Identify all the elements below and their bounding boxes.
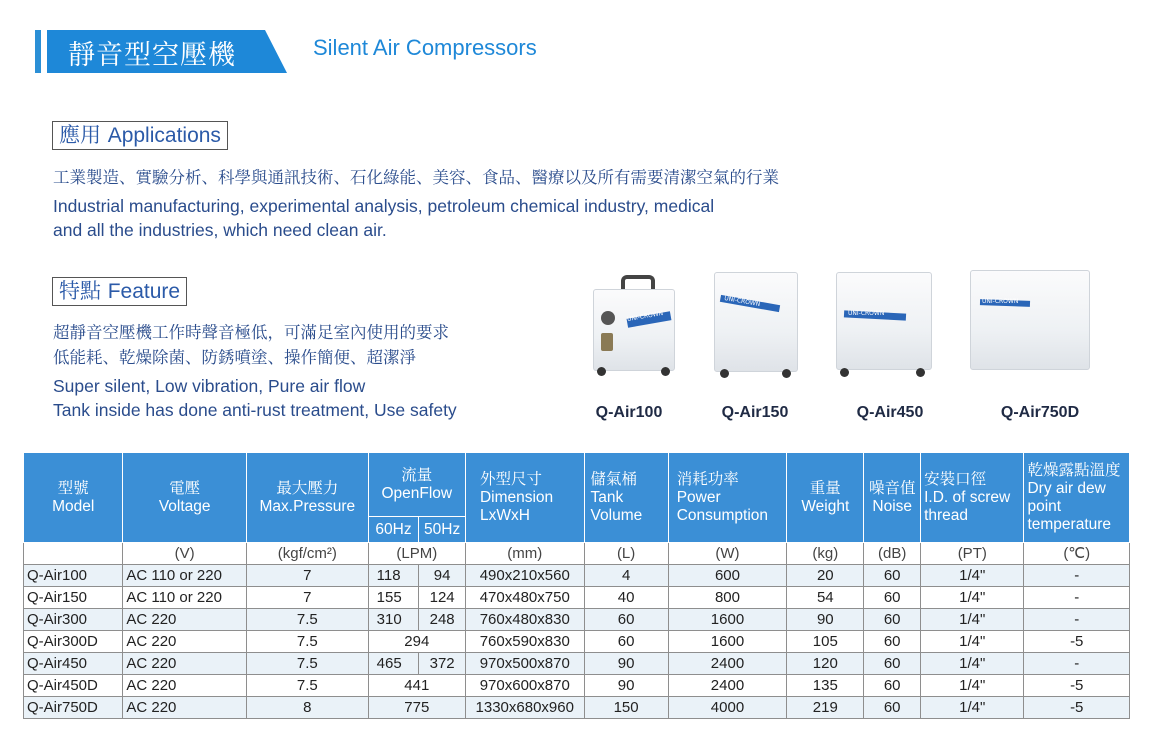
header-screw-zh: 安裝口徑 xyxy=(924,470,987,488)
header-noise-en: Noise xyxy=(872,497,913,515)
cell-weight: 120 xyxy=(787,653,864,675)
cell-flow-60hz: 118 xyxy=(368,565,419,587)
feature-heading-en: Feature xyxy=(107,280,181,303)
cell-voltage: AC 220 xyxy=(123,631,247,653)
cell-noise: 60 xyxy=(864,565,921,587)
header-flow-60hz: 60Hz xyxy=(368,517,419,543)
header-power xyxy=(668,453,787,543)
cell-power: 2400 xyxy=(668,675,787,697)
applications-text-en-1: Industrial manufacturing, experimental analysis, petroleum chemical industry, medical xyxy=(53,196,715,216)
header-pressure-zh: 最大壓力 xyxy=(276,479,339,497)
cell-flow-60hz: 465 xyxy=(368,653,419,675)
cell-dimension: 970x500x870 xyxy=(465,653,584,675)
cell-dew: - xyxy=(1024,653,1130,675)
cell-tank: 4 xyxy=(584,565,668,587)
header-noise xyxy=(864,453,921,543)
cell-noise: 60 xyxy=(864,697,921,719)
table-row xyxy=(24,675,1130,697)
cell-voltage: AC 110 or 220 xyxy=(123,587,247,609)
title-accent-bar xyxy=(35,30,41,73)
header-tank-en-1: Tank xyxy=(590,488,624,506)
brand-label: UNI-CROWN xyxy=(723,294,761,309)
unit-pressure: (kgf/cm²) xyxy=(247,543,369,565)
product-image-q-air100 xyxy=(593,275,675,377)
table-row xyxy=(24,631,1130,653)
unit-screw: (PT) xyxy=(921,543,1024,565)
cell-voltage: AC 110 or 220 xyxy=(123,565,247,587)
header-screw-en-2: thread xyxy=(924,506,969,524)
cell-weight: 20 xyxy=(787,565,864,587)
cell-noise: 60 xyxy=(864,675,921,697)
cell-model: Q-Air450D xyxy=(24,675,123,697)
page-title-zh: 靜音型空壓機 xyxy=(68,40,236,71)
cell-screw: 1/4" xyxy=(921,609,1024,631)
header-dew-en-3: temperature xyxy=(1027,515,1112,533)
feature-heading xyxy=(52,277,187,306)
cell-model: Q-Air100 xyxy=(24,565,123,587)
cell-screw: 1/4" xyxy=(921,631,1024,653)
cell-model: Q-Air300D xyxy=(24,631,123,653)
header-dew-zh: 乾燥露點溫度 xyxy=(1027,461,1121,479)
cell-screw: 1/4" xyxy=(921,565,1024,587)
header-screw xyxy=(921,453,1024,543)
product-image-q-air450 xyxy=(836,272,932,380)
table-row xyxy=(24,587,1130,609)
cell-weight: 105 xyxy=(787,631,864,653)
cell-power: 4000 xyxy=(668,697,787,719)
cell-weight: 54 xyxy=(787,587,864,609)
cell-pressure: 7 xyxy=(247,565,369,587)
cell-model: Q-Air300 xyxy=(24,609,123,631)
cell-tank: 90 xyxy=(584,653,668,675)
page-title-en: Silent Air Compressors xyxy=(313,35,537,60)
cell-pressure: 7.5 xyxy=(247,631,369,653)
cell-dew: -5 xyxy=(1024,697,1130,719)
header-tank-zh: 儲氣桶 xyxy=(590,470,638,488)
cell-noise: 60 xyxy=(864,631,921,653)
cell-power: 2400 xyxy=(668,653,787,675)
header-model-zh: 型號 xyxy=(57,479,89,497)
cell-dimension: 970x600x870 xyxy=(465,675,584,697)
cell-flow-50hz: 372 xyxy=(419,653,466,675)
unit-dimension: (mm) xyxy=(465,543,584,565)
cell-pressure: 7 xyxy=(247,587,369,609)
cell-dimension: 760x480x830 xyxy=(465,609,584,631)
cell-weight: 90 xyxy=(787,609,864,631)
cell-tank: 40 xyxy=(584,587,668,609)
cell-screw: 1/4" xyxy=(921,653,1024,675)
cell-flow-50hz: 124 xyxy=(419,587,466,609)
cell-power: 1600 xyxy=(668,609,787,631)
header-dimension-en-1: Dimension xyxy=(479,488,554,506)
header-pressure-en: Max.Pressure xyxy=(259,497,356,515)
feature-text-zh-1: 超靜音空壓機工作時聲音極低，可滿足室內使用的要求 xyxy=(53,323,449,342)
cell-voltage: AC 220 xyxy=(123,653,247,675)
cell-power: 1600 xyxy=(668,631,787,653)
cell-dew: -5 xyxy=(1024,675,1130,697)
cell-dew: -5 xyxy=(1024,631,1130,653)
product-label-q-air450: Q-Air450 xyxy=(856,404,924,421)
cell-flow-50hz: 248 xyxy=(419,609,466,631)
cell-dew: - xyxy=(1024,587,1130,609)
applications-text-zh: 工業製造、實驗分析、科學與通訊技術、石化綠能、美容、食品、醫療以及所有需要清潔空氣的行業 xyxy=(53,168,779,187)
cell-model: Q-Air450 xyxy=(24,653,123,675)
header-dew-point xyxy=(1024,453,1130,543)
cell-pressure: 7.5 xyxy=(247,653,369,675)
cell-tank: 150 xyxy=(584,697,668,719)
feature-text-en-2: Tank inside has done anti-rust treatment, Use safety xyxy=(53,400,457,420)
product-label-q-air750d: Q-Air750D xyxy=(1000,404,1080,421)
units-row xyxy=(24,543,1130,565)
cell-voltage: AC 220 xyxy=(123,609,247,631)
cell-voltage: AC 220 xyxy=(123,675,247,697)
header-voltage-en: Voltage xyxy=(158,497,211,515)
header-dew-en-2: point xyxy=(1027,497,1062,515)
cell-noise: 60 xyxy=(864,587,921,609)
header-model xyxy=(24,453,123,543)
cell-model: Q-Air750D xyxy=(24,697,123,719)
unit-dew: (℃) xyxy=(1024,543,1130,565)
product-image-q-air150 xyxy=(714,272,798,380)
cell-tank: 60 xyxy=(584,609,668,631)
unit-model xyxy=(24,543,123,565)
cell-flow-60hz: 155 xyxy=(368,587,419,609)
header-pressure xyxy=(247,453,369,543)
unit-noise: (dB) xyxy=(864,543,921,565)
header-weight-zh: 重量 xyxy=(809,479,841,497)
cell-pressure: 7.5 xyxy=(247,609,369,631)
brand-label: UNI-CROWN xyxy=(626,309,664,324)
header-voltage xyxy=(123,453,247,543)
unit-weight: (kg) xyxy=(787,543,864,565)
unit-flow: (LPM) xyxy=(368,543,465,565)
cell-dimension: 760x590x830 xyxy=(465,631,584,653)
cell-pressure: 7.5 xyxy=(247,675,369,697)
unit-voltage: (V) xyxy=(123,543,247,565)
header-flow-zh: 流量 xyxy=(401,466,433,484)
header-model-en: Model xyxy=(52,497,95,515)
cell-tank: 60 xyxy=(584,631,668,653)
header-power-zh: 消耗功率 xyxy=(676,470,739,488)
cell-dimension: 490x210x560 xyxy=(465,565,584,587)
header-power-en-2: Consumption xyxy=(676,506,769,524)
cell-power: 800 xyxy=(668,587,787,609)
unit-tank: (L) xyxy=(584,543,668,565)
brand-label: UNI-CROWN xyxy=(982,298,1019,305)
feature-text-en-1: Super silent, Low vibration, Pure air flow xyxy=(53,376,366,396)
cell-flow: 441 xyxy=(368,675,465,697)
cell-flow: 775 xyxy=(368,697,465,719)
cell-noise: 60 xyxy=(864,653,921,675)
applications-heading xyxy=(52,121,228,150)
cell-model: Q-Air150 xyxy=(24,587,123,609)
header-weight xyxy=(787,453,864,543)
header-screw-en-1: I.D. of screw xyxy=(924,488,1011,506)
cell-screw: 1/4" xyxy=(921,697,1024,719)
unit-power: (W) xyxy=(668,543,787,565)
cell-screw: 1/4" xyxy=(921,587,1024,609)
cell-screw: 1/4" xyxy=(921,675,1024,697)
header-power-en-1: Power xyxy=(676,488,721,506)
cell-flow-50hz: 94 xyxy=(419,565,466,587)
product-image-q-air750d xyxy=(970,270,1090,374)
header-tank-en-2: Volume xyxy=(590,506,643,524)
cell-power: 600 xyxy=(668,565,787,587)
feature-text-zh-2: 低能耗、乾燥除菌、防銹噴塗、操作簡便、超潔淨 xyxy=(53,348,416,367)
table-row xyxy=(24,653,1130,675)
table-row xyxy=(24,565,1130,587)
cell-noise: 60 xyxy=(864,609,921,631)
feature-heading-zh: 特點 xyxy=(59,279,101,303)
header-flow xyxy=(368,453,465,517)
cell-dew: - xyxy=(1024,609,1130,631)
applications-heading-en: Applications xyxy=(107,124,221,147)
cell-pressure: 8 xyxy=(247,697,369,719)
cell-weight: 135 xyxy=(787,675,864,697)
header-noise-zh: 噪音值 xyxy=(868,479,916,497)
product-label-q-air150: Q-Air150 xyxy=(721,404,789,421)
cell-flow-60hz: 310 xyxy=(368,609,419,631)
applications-text-en-2: and all the industries, which need clean air. xyxy=(53,220,387,240)
cell-tank: 90 xyxy=(584,675,668,697)
header-dimension xyxy=(465,453,584,543)
header-flow-en: OpenFlow xyxy=(381,484,453,502)
header-weight-en: Weight xyxy=(801,497,850,515)
table-row xyxy=(24,697,1130,719)
cell-weight: 219 xyxy=(787,697,864,719)
header-flow-50hz: 50Hz xyxy=(419,517,466,543)
cell-dew: - xyxy=(1024,565,1130,587)
header-tank xyxy=(584,453,668,543)
cell-voltage: AC 220 xyxy=(123,697,247,719)
table-row xyxy=(24,609,1130,631)
applications-heading-zh: 應用 xyxy=(59,123,101,147)
spec-table xyxy=(23,452,1130,719)
header-dimension-zh: 外型尺寸 xyxy=(479,470,542,488)
cell-flow: 294 xyxy=(368,631,465,653)
header-dew-en-1: Dry air dew xyxy=(1027,479,1106,497)
product-label-q-air100: Q-Air100 xyxy=(595,404,663,421)
header-dimension-en-2: LxWxH xyxy=(479,506,530,524)
brand-label: UNI-CROWN xyxy=(848,310,885,317)
cell-dimension: 470x480x750 xyxy=(465,587,584,609)
header-voltage-zh: 電壓 xyxy=(169,479,201,497)
cell-dimension: 1330x680x960 xyxy=(465,697,584,719)
